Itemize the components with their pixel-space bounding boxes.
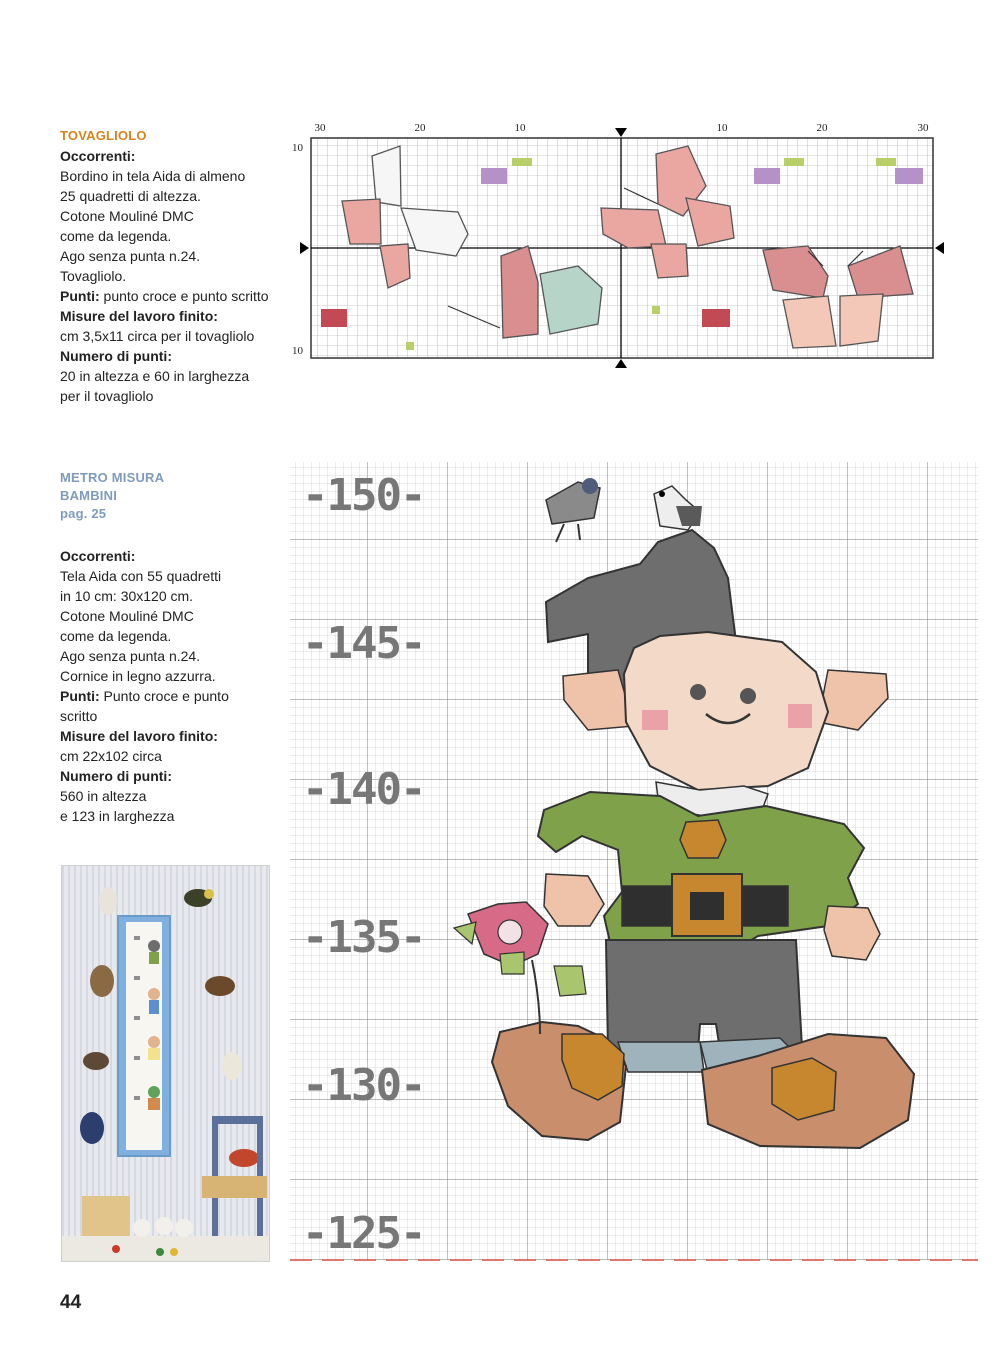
napkin-numero-line: 20 in altezza e 60 in larghezza: [60, 368, 250, 384]
napkin-top-label: 20: [414, 122, 426, 134]
ruler-label-150: -150-: [302, 470, 425, 521]
ruler-numero-line: 560 in altezza: [60, 788, 147, 804]
center-arrow-left: [300, 242, 309, 254]
ruler-punti-value: Punto croce e punto: [99, 688, 229, 704]
napkin-punti: [60, 286, 280, 306]
ruler-title-line: METRO MISURA: [60, 470, 165, 485]
ruler-punti-value-2: scritto: [60, 708, 98, 724]
napkin-side-label: 10: [292, 142, 303, 154]
finished-work-photo: [61, 865, 270, 1262]
ruler-material: come da legenda.: [60, 628, 172, 644]
napkin-top-label: 20: [816, 122, 828, 134]
ruler-punti: [60, 686, 280, 706]
ruler-misure-value: cm 22x102 circa: [60, 748, 162, 764]
ruler-pattern-chart: [288, 460, 978, 1270]
napkin-top-label: 30: [314, 122, 326, 134]
center-arrow-right: [935, 242, 944, 254]
napkin-occorrenti-label: Occorrenti:: [60, 148, 136, 164]
napkin-side-label: 10: [292, 345, 303, 357]
ruler-label-130: -130-: [302, 1060, 425, 1111]
napkin-pattern-chart: [288, 116, 964, 376]
napkin-top-label: 30: [917, 122, 929, 134]
ruler-numero-label: Numero di punti:: [60, 768, 172, 784]
ruler-material: Cotone Mouliné DMC: [60, 608, 194, 624]
ruler-material: Cornice in legno azzurra.: [60, 668, 216, 684]
napkin-material: Ago senza punta n.24.: [60, 248, 201, 264]
napkin-punti-label: Punti:: [60, 288, 100, 304]
napkin-material: Bordino in tela Aida di almeno: [60, 168, 246, 184]
center-arrow-top: [615, 128, 627, 137]
ruler-label-140: -140-: [302, 764, 425, 815]
ruler-instructions: [60, 469, 280, 826]
ruler-material: Tela Aida con 55 quadretti: [60, 568, 222, 584]
ruler-material: Ago senza punta n.24.: [60, 648, 201, 664]
ruler-title-line: BAMBINI: [60, 488, 118, 503]
napkin-material: come da legenda.: [60, 228, 172, 244]
center-arrow-bottom: [615, 359, 627, 368]
napkin-title: TOVAGLIOLO: [60, 128, 147, 143]
ruler-numero-line: e 123 in larghezza: [60, 808, 175, 824]
napkin-top-label: 10: [716, 122, 728, 134]
ruler-punti-label: Punti:: [60, 688, 100, 704]
napkin-numero-line: per il tovagliolo: [60, 388, 154, 404]
ruler-label-135: -135-: [302, 912, 425, 963]
ruler-occorrenti-label: Occorrenti:: [60, 548, 136, 564]
napkin-material: Tovagliolo.: [60, 268, 127, 284]
napkin-material: 25 quadretti di altezza.: [60, 188, 201, 204]
ruler-page-ref: pag. 25: [60, 506, 107, 521]
shirt-button: [680, 820, 726, 858]
napkin-misure-label: Misure del lavoro finito:: [60, 308, 218, 324]
ruler-label-145: -145-: [302, 618, 425, 669]
napkin-instructions: [60, 126, 280, 406]
ruler-misure-label: Misure del lavoro finito:: [60, 728, 218, 744]
napkin-material: Cotone Mouliné DMC: [60, 208, 194, 224]
ruler-material: in 10 cm: 30x120 cm.: [60, 588, 194, 604]
page-number: 44: [60, 1292, 82, 1313]
ruler-label-125: -125-: [302, 1208, 425, 1259]
napkin-punti-value: punto croce e punto scritto: [99, 288, 269, 304]
napkin-top-label: 10: [514, 122, 526, 134]
napkin-numero-label: Numero di punti:: [60, 348, 172, 364]
napkin-misure-value: cm 3,5x11 circa per il tovagliolo: [60, 328, 255, 344]
